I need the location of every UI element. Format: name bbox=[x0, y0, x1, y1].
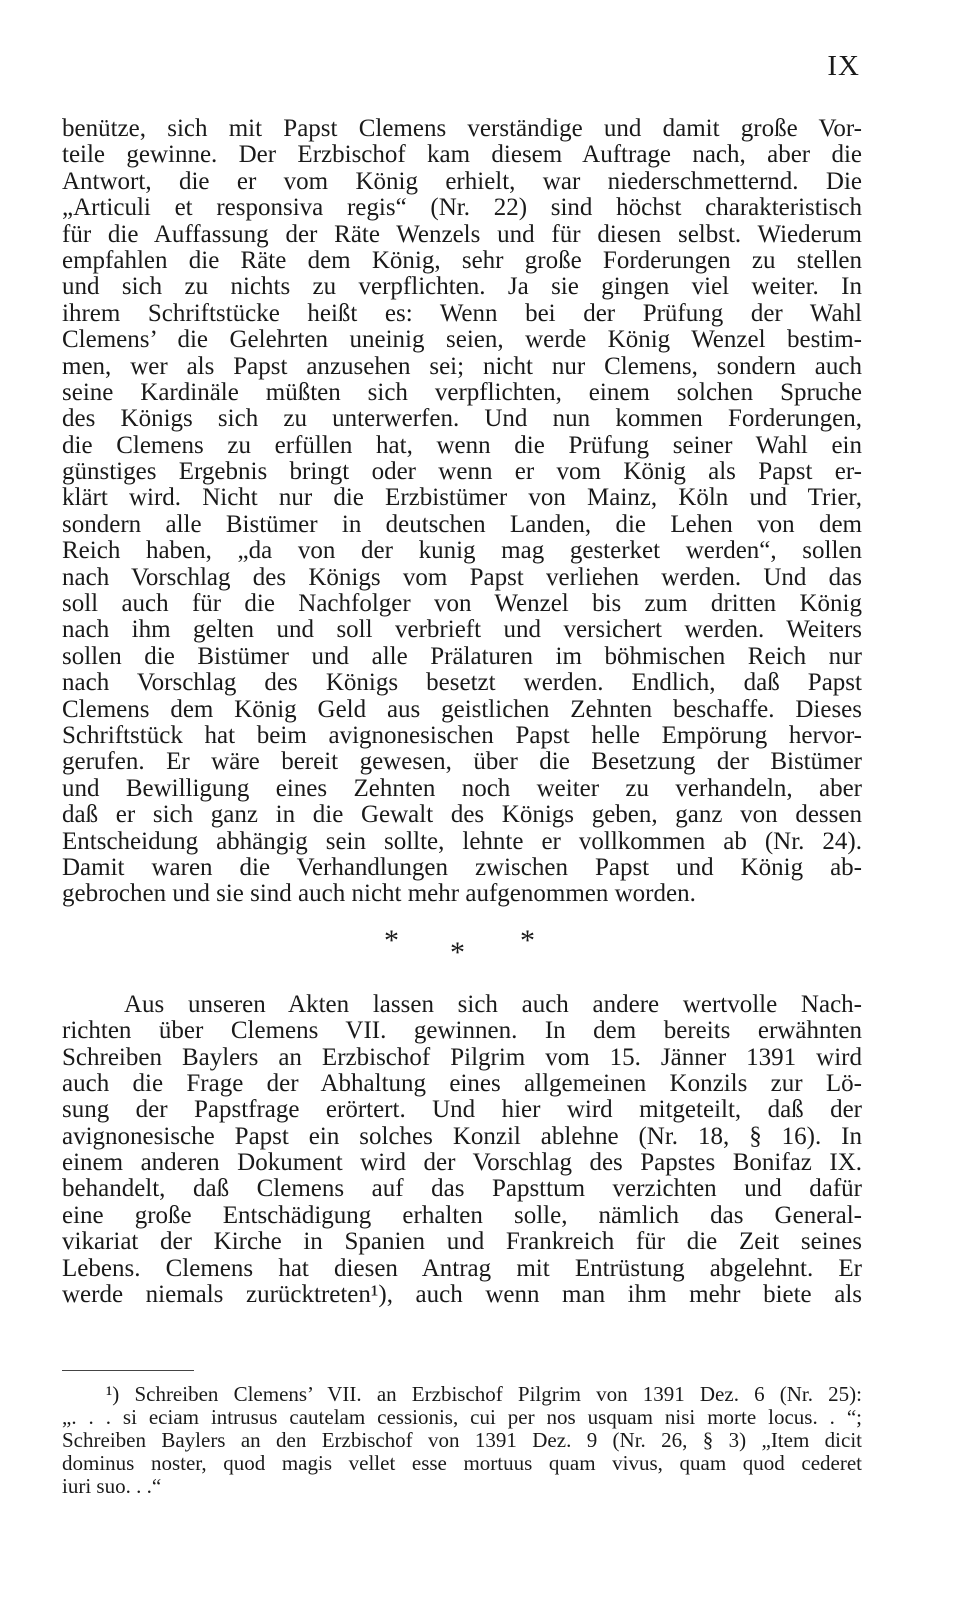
text-line: nach Vorschlag des Königs vom Papst verliehen werden. Und das bbox=[62, 563, 862, 591]
text-line: Schreiben Baylers an Erzbischof Pilgrim vom 15. Jänner 1391 wird bbox=[62, 1043, 862, 1071]
text-line: men, wer als Papst anzusehen sei; nicht nur Clemens, sondern auch bbox=[62, 352, 862, 380]
text-line: Damit waren die Verhandlungen zwischen Papst und König ab- bbox=[62, 853, 862, 881]
text-line: sung der Papstfrage erörtert. Und hier wird mitgeteilt, daß der bbox=[62, 1096, 862, 1124]
text-line: avignonesische Papst ein solches Konzil ablehne (Nr. 18, § 16). In bbox=[62, 1122, 862, 1150]
section-separator bbox=[62, 922, 862, 988]
text-line: Schriftstück hat beim avignonesischen Papst helle Empörung hervor- bbox=[62, 721, 862, 749]
asterisk: * bbox=[520, 923, 535, 957]
footnote-line: Schreiben Baylers an den Erzbischof von 1391 Dez. 9 (Nr. 26, § 3) „Item dicit bbox=[62, 1428, 862, 1452]
text-line: empfahlen die Räte dem König, sehr große Forderungen zu stellen bbox=[62, 246, 862, 274]
text-line: sollen die Bistümer und alle Prälaturen im böhmischen Reich nur bbox=[62, 642, 862, 670]
text-line: gebrochen und sie sind auch nicht mehr aufgenommen worden. bbox=[62, 880, 696, 908]
text-line: Clemens dem König Geld aus geistlichen Zehnten beschaffe. Dieses bbox=[62, 695, 862, 723]
text-line: seine Kardinäle müßten sich verpflichten, einem solchen Spruche bbox=[62, 378, 862, 406]
text-line: des Königs sich zu unterwerfen. Und nun kommen Forderungen, bbox=[62, 405, 862, 433]
text-line: behandelt, daß Clemens auf das Papsttum verzichten und dafür bbox=[62, 1175, 862, 1203]
text-line: Reich haben, „da von der kunig mag gesterket werden“, sollen bbox=[62, 537, 862, 565]
text-line: eine große Entschädigung erhalten solle, nämlich das General- bbox=[62, 1201, 862, 1229]
text-line: einem anderen Dokument wird der Vorschlag des Papstes Bonifaz IX. bbox=[62, 1149, 862, 1177]
text-line: richten über Clemens VII. gewinnen. In dem bereits erwähnten bbox=[62, 1017, 862, 1045]
text-line: Aus unseren Akten lassen sich auch andere wertvolle Nach- bbox=[124, 990, 862, 1018]
footnote-line: iuri suo. . .“ bbox=[62, 1474, 162, 1498]
paragraph-2 bbox=[62, 992, 862, 1309]
text-line: Entscheidung abhängig sein sollte, lehnte er vollkommen ab (Nr. 24). bbox=[62, 827, 862, 855]
text-line: werde niemals zurücktreten¹), auch wenn man ihm mehr biete als bbox=[62, 1281, 862, 1309]
text-line: soll auch für die Nachfolger von Wenzel bis zum dritten König bbox=[62, 590, 862, 618]
asterisk: * bbox=[384, 923, 399, 957]
footnote-divider bbox=[62, 1370, 194, 1371]
text-line: nach Vorschlag des Königs besetzt werden. Endlich, daß Papst bbox=[62, 669, 862, 697]
text-line: auch die Frage der Abhaltung eines allgemeinen Konzils zur Lö- bbox=[62, 1069, 862, 1097]
body-text bbox=[62, 116, 862, 1308]
text-line: klärt wird. Nicht nur die Erzbistümer von Mainz, Köln und Trier, bbox=[62, 484, 862, 512]
text-line: Antwort, die er vom König erhielt, war niederschmetternd. Die bbox=[62, 167, 862, 195]
text-line: sondern alle Bistümer in deutschen Landen, die Lehen von dem bbox=[62, 510, 862, 538]
footnote-line: ¹) Schreiben Clemens’ VII. an Erzbischof Pilgrim von 1391 Dez. 6 (Nr. 25): bbox=[106, 1382, 862, 1406]
footnote-line: dominus noster, quod magis vellet esse mortuus quam vivus, quam quod cederet bbox=[62, 1451, 862, 1475]
text-line: teile gewinne. Der Erzbischof kam diesem Auftrage nach, aber die bbox=[62, 141, 862, 169]
text-line: nach ihm gelten und soll verbrieft und versichert werden. Weiters bbox=[62, 616, 862, 644]
text-line: vikariat der Kirche in Spanien und Frankreich für die Zeit seines bbox=[62, 1228, 862, 1256]
text-line: günstiges Ergebnis bringt oder wenn er vom König als Papst er- bbox=[62, 458, 862, 486]
text-line: die Clemens zu erfüllen hat, wenn die Prüfung seiner Wahl ein bbox=[62, 431, 862, 459]
text-line: „Articuli et responsiva regis“ (Nr. 22) sind höchst charakteristisch bbox=[62, 194, 862, 222]
text-line: daß er sich ganz in die Gewalt des Königs geben, ganz von dessen bbox=[62, 801, 862, 829]
text-line: Lebens. Clemens hat diesen Antrag mit Entrüstung abgelehnt. Er bbox=[62, 1254, 862, 1282]
page-number: IX bbox=[827, 50, 860, 82]
text-line: gerufen. Er wäre bereit gewesen, über die Besetzung der Bistümer bbox=[62, 748, 862, 776]
footnote-line: „. . . si eciam intrusus cautelam cessionis, cui per nos usquam nisi morte locus. . “; bbox=[62, 1405, 862, 1429]
text-line: für die Auffassung der Räte Wenzels und für diesen selbst. Wiederum bbox=[62, 220, 862, 248]
text-line: benütze, sich mit Papst Clemens verständige und damit große Vor- bbox=[62, 115, 862, 142]
text-line: und sich zu nichts zu verpflichten. Ja sie gingen viel weiter. In bbox=[62, 273, 862, 301]
text-line: ihrem Schriftstücke heißt es: Wenn bei der Prüfung der Wahl bbox=[62, 299, 862, 327]
asterisk: * bbox=[450, 935, 465, 969]
paragraph-1 bbox=[62, 116, 862, 908]
text-line: Clemens’ die Gelehrten uneinig seien, werde König Wenzel bestim- bbox=[62, 326, 862, 354]
footnotes bbox=[62, 1383, 862, 1498]
text-line: und Bewilligung eines Zehnten noch weiter zu verhandeln, aber bbox=[62, 774, 862, 802]
